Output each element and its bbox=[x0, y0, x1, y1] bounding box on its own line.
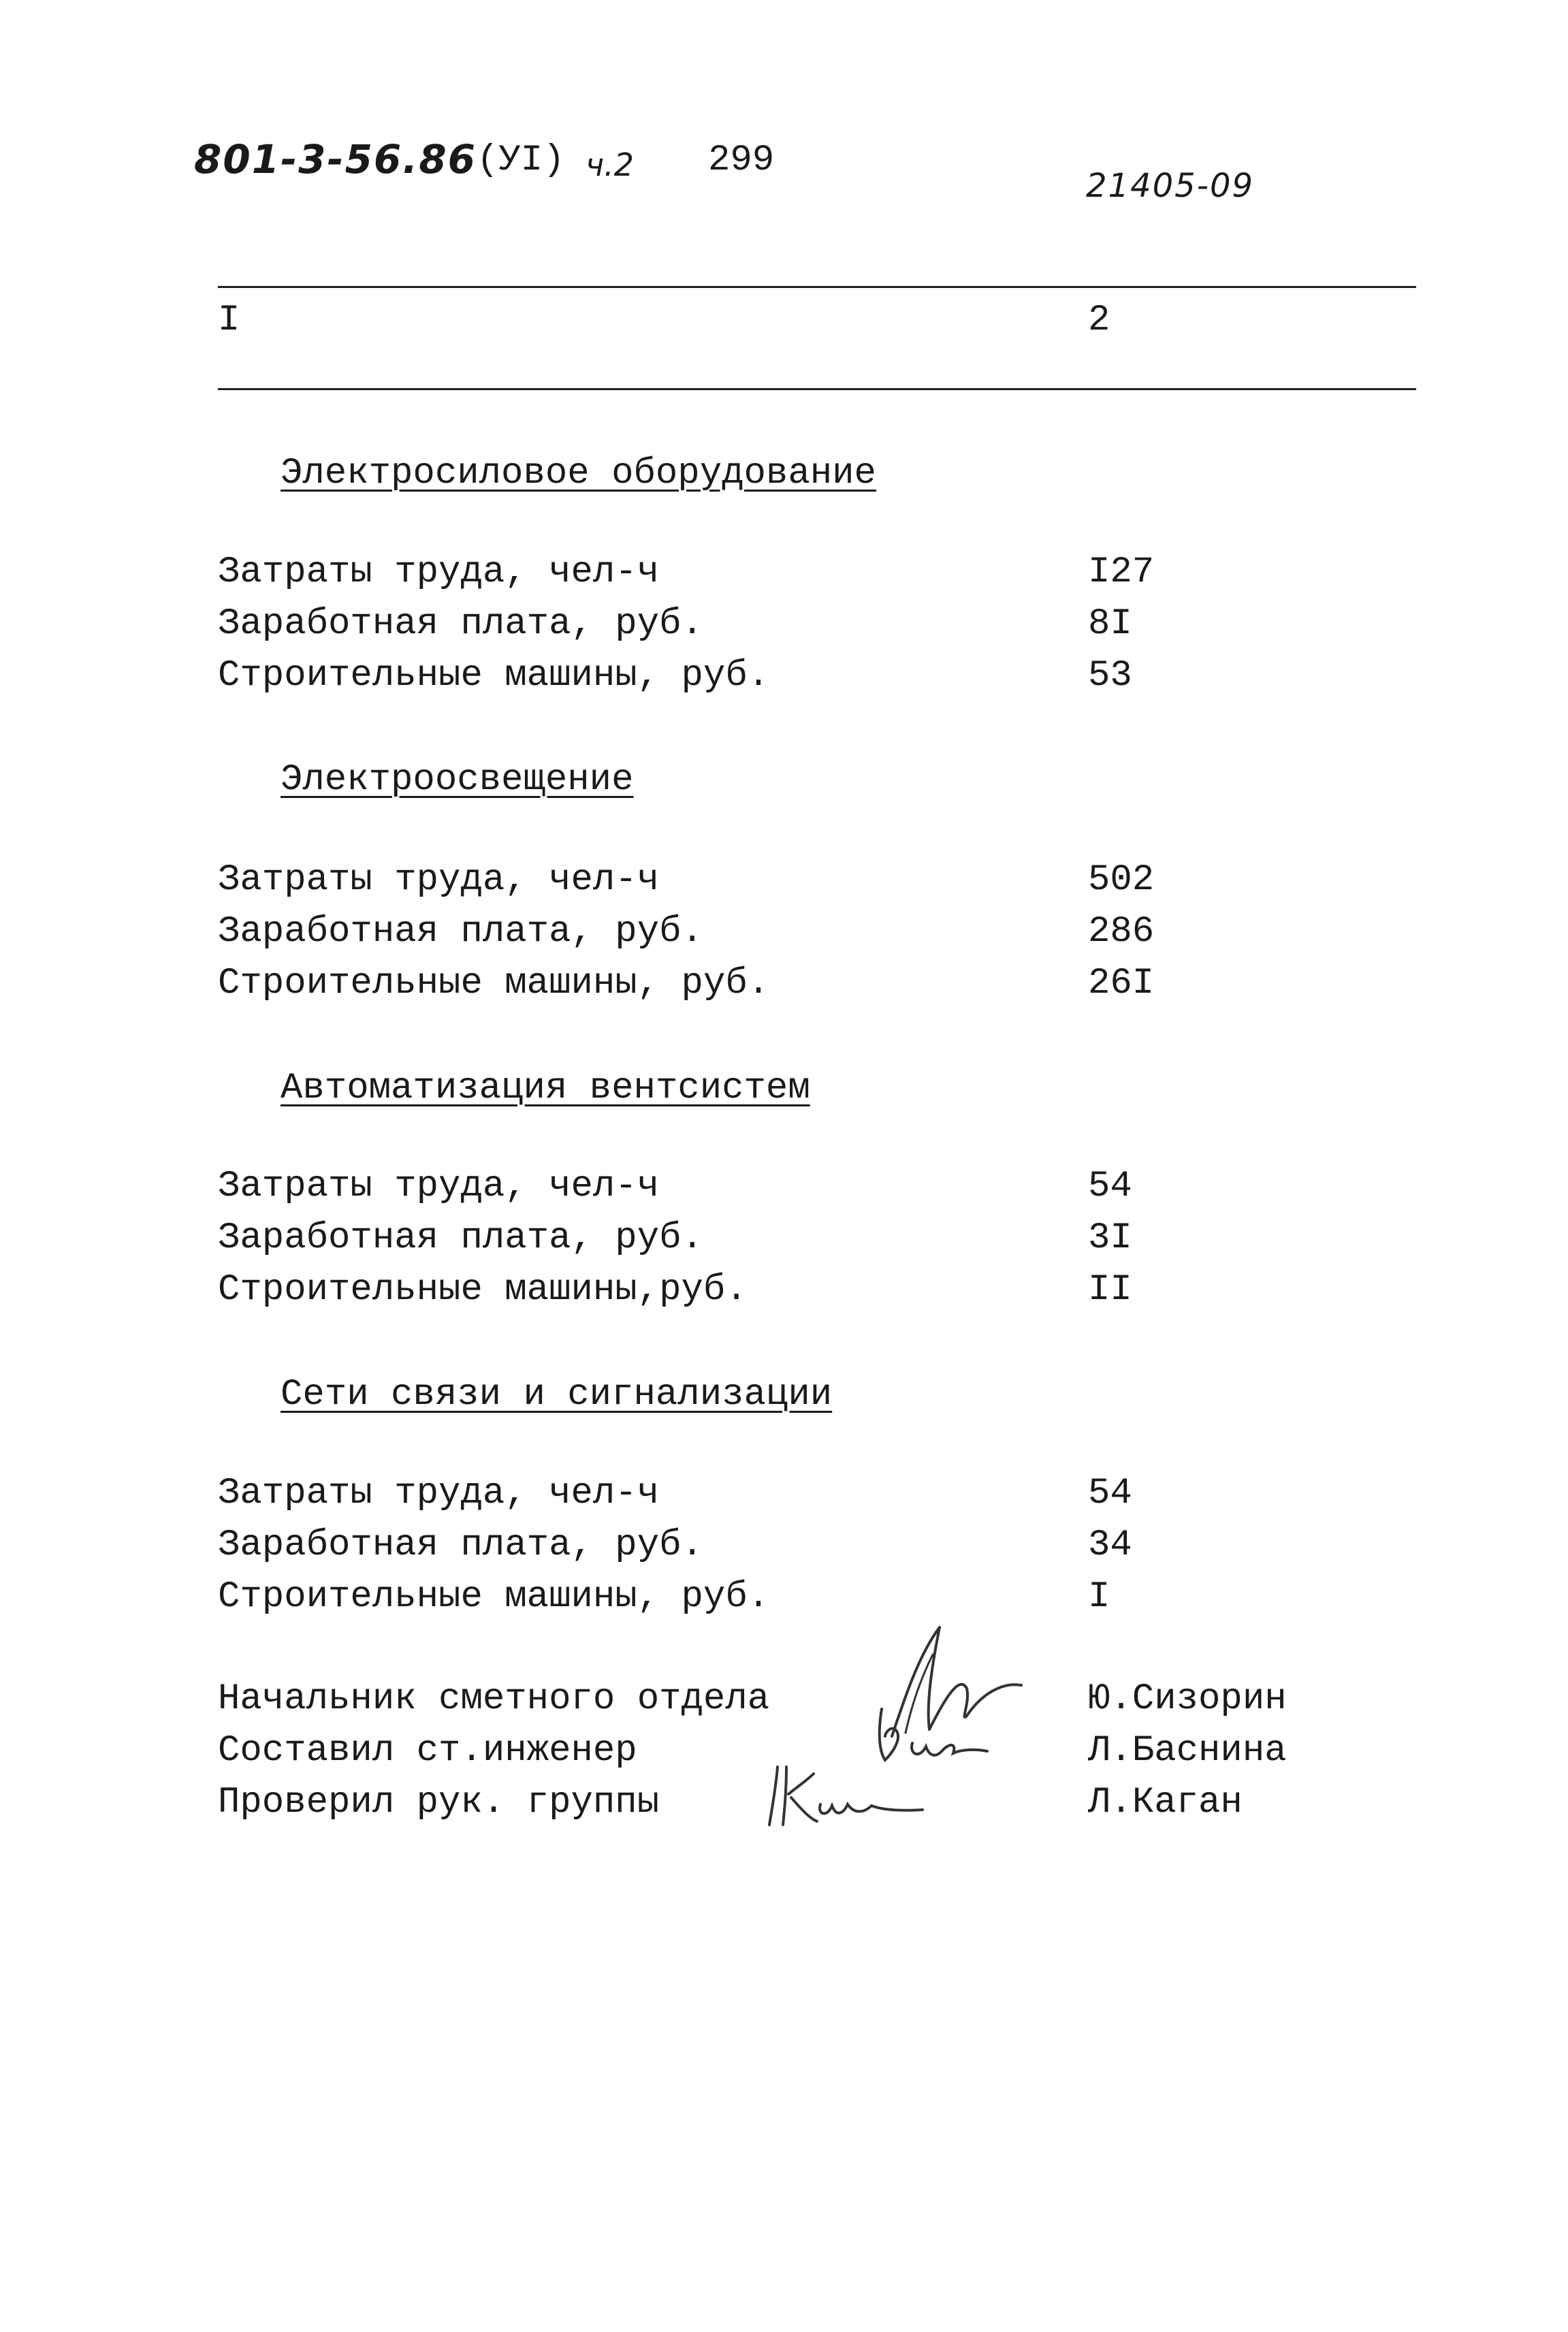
column-header-2: 2 bbox=[1088, 300, 1110, 341]
row-value: 54 bbox=[1088, 1166, 1132, 1207]
signature-role: Проверил рук. группы bbox=[218, 1782, 660, 1823]
row-value: 54 bbox=[1088, 1473, 1132, 1514]
volume-label: (УI) bbox=[477, 140, 565, 181]
row-label: Заработная плата, руб. bbox=[218, 603, 703, 645]
row-label: Затраты труда, чел-ч bbox=[218, 1166, 660, 1207]
row-value: 53 bbox=[1088, 655, 1132, 697]
signature-name: Л.Каган bbox=[1088, 1782, 1243, 1823]
section-title: Сети связи и сигнализации bbox=[281, 1374, 833, 1416]
section-title: Автоматизация вентсистем bbox=[281, 1068, 810, 1109]
row-value: 8I bbox=[1088, 603, 1132, 645]
row-label: Затраты труда, чел-ч bbox=[218, 552, 660, 593]
row-value: 502 bbox=[1088, 859, 1155, 901]
part-label: ч.2 bbox=[586, 146, 635, 183]
row-label: Заработная плата, руб. bbox=[218, 1217, 703, 1259]
row-value: 3I bbox=[1088, 1217, 1132, 1259]
row-label: Затраты труда, чел-ч bbox=[218, 859, 660, 901]
row-value: 286 bbox=[1088, 911, 1155, 953]
row-value: I27 bbox=[1088, 552, 1155, 593]
document-code: 801-3-56.86 bbox=[194, 136, 477, 182]
row-label: Заработная плата, руб. bbox=[218, 1524, 703, 1566]
table-top-rule bbox=[218, 286, 1416, 288]
row-value: I bbox=[1088, 1576, 1110, 1618]
handwritten-signature-3 bbox=[756, 1757, 933, 1832]
row-label: Строительные машины, руб. bbox=[218, 655, 770, 697]
row-label: Заработная плата, руб. bbox=[218, 911, 703, 953]
table-header-rule bbox=[218, 388, 1416, 390]
row-value: 34 bbox=[1088, 1524, 1132, 1566]
section-title: Электросиловое оборудование bbox=[281, 453, 876, 494]
signature-role: Составил ст.инженер bbox=[218, 1730, 637, 1772]
page-number: 299 bbox=[708, 140, 775, 181]
signature-name: Л.Баснина bbox=[1088, 1730, 1287, 1772]
inventory-number: 21405-09 bbox=[1086, 167, 1255, 205]
row-label: Строительные машины,руб. bbox=[218, 1269, 748, 1311]
signature-name: Ю.Сизорин bbox=[1088, 1678, 1287, 1720]
column-header-1: I bbox=[218, 300, 240, 341]
row-value: II bbox=[1088, 1269, 1132, 1311]
row-label: Затраты труда, чел-ч bbox=[218, 1473, 660, 1514]
signature-role: Начальник сметного отдела bbox=[218, 1678, 770, 1720]
row-label: Строительные машины, руб. bbox=[218, 963, 770, 1004]
row-value: 26I bbox=[1088, 963, 1155, 1004]
section-title: Электроосвещение bbox=[281, 759, 634, 801]
row-label: Строительные машины, руб. bbox=[218, 1576, 770, 1618]
